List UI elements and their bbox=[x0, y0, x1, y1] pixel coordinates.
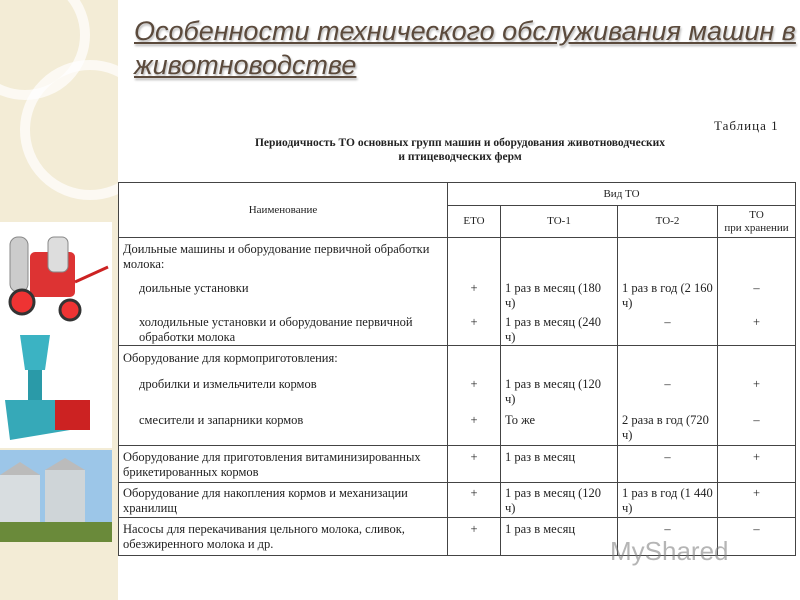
cell-to1: То же bbox=[501, 409, 618, 446]
cell-to2 bbox=[618, 238, 718, 275]
cell-name: холодильные установки и оборудование первичной обработки молока bbox=[119, 311, 448, 346]
caption-line: Периодичность ТО основных групп машин и оборудования животноводческих bbox=[254, 137, 665, 149]
cell-name: Насосы для перекачивания цельного молока, сливок, обезжиренного молока и др. bbox=[119, 518, 448, 556]
cell-to2: – bbox=[618, 518, 718, 556]
cell-to1: 1 раз в месяц bbox=[501, 446, 618, 483]
table-row bbox=[119, 446, 796, 483]
cell-eto: + bbox=[448, 373, 501, 409]
cell-storage bbox=[718, 346, 796, 373]
header-storage bbox=[718, 206, 796, 238]
watermark: MyShared bbox=[610, 536, 729, 566]
maintenance-table bbox=[118, 182, 796, 556]
cell-to2: – bbox=[618, 373, 718, 409]
caption-line: и птицеводческих ферм bbox=[398, 151, 522, 163]
cell-name: Оборудование для приготовления витаминизированных брикетированных кормов bbox=[119, 446, 448, 483]
slide-title: Особенности технического обслуживания машин в животноводстве bbox=[134, 16, 796, 80]
cell-storage: + bbox=[718, 373, 796, 409]
table-caption bbox=[200, 136, 720, 164]
cell-name: дробилки и измельчители кормов bbox=[119, 373, 448, 409]
cell-name: Доильные машины и оборудование первичной обработки молока: bbox=[119, 238, 448, 275]
header-eto: ЕТО bbox=[448, 206, 501, 238]
table-row bbox=[119, 483, 796, 518]
silos-image bbox=[0, 450, 112, 542]
cell-to1: 1 раз в месяц bbox=[501, 518, 618, 556]
cell-to1 bbox=[501, 238, 618, 275]
cell-storage: – bbox=[718, 409, 796, 446]
table-row bbox=[119, 373, 796, 409]
cell-eto: + bbox=[448, 311, 501, 346]
table-row bbox=[119, 311, 796, 346]
cell-eto bbox=[448, 238, 501, 275]
header-to1: ТО-1 bbox=[501, 206, 618, 238]
table-number: Таблица 1 bbox=[714, 118, 779, 133]
cell-storage: + bbox=[718, 311, 796, 346]
cell-to1: 1 раз в месяц (120 ч) bbox=[501, 483, 618, 518]
header-storage-line: ТО bbox=[749, 208, 764, 221]
cell-to2: 1 раз в год (1 440 ч) bbox=[618, 483, 718, 518]
header-group: Вид ТО bbox=[448, 183, 796, 206]
cell-to1: 1 раз в месяц (180 ч) bbox=[501, 275, 618, 311]
cell-name: Оборудование для кормоприготовления: bbox=[119, 346, 448, 373]
cell-to1: 1 раз в месяц (120 ч) bbox=[501, 373, 618, 409]
cell-storage: + bbox=[718, 446, 796, 483]
cell-to2: 2 раза в год (720 ч) bbox=[618, 409, 718, 446]
cell-name: доильные установки bbox=[119, 275, 448, 311]
cell-eto: + bbox=[448, 446, 501, 483]
cell-eto bbox=[448, 346, 501, 373]
cell-eto: + bbox=[448, 275, 501, 311]
cell-storage: – bbox=[718, 518, 796, 556]
cell-to2: – bbox=[618, 311, 718, 346]
cell-eto: + bbox=[448, 518, 501, 556]
table-row bbox=[119, 346, 796, 373]
cell-name: Оборудование для накопления кормов и механизации хранилищ bbox=[119, 483, 448, 518]
cell-eto: + bbox=[448, 483, 501, 518]
header-to2: ТО-2 bbox=[618, 206, 718, 238]
header-storage-line: при хранении bbox=[724, 221, 789, 234]
cell-to1 bbox=[501, 346, 618, 373]
cell-to1: 1 раз в месяц (240 ч) bbox=[501, 311, 618, 346]
table-row bbox=[119, 409, 796, 446]
feed-crusher-image bbox=[0, 330, 112, 448]
cell-eto: + bbox=[448, 409, 501, 446]
table-row bbox=[119, 275, 796, 311]
cell-storage: + bbox=[718, 483, 796, 518]
table-row bbox=[119, 238, 796, 275]
cell-to2 bbox=[618, 346, 718, 373]
cell-storage: – bbox=[718, 275, 796, 311]
cell-storage bbox=[718, 238, 796, 275]
milking-machine-image bbox=[0, 222, 112, 330]
cell-to2: 1 раз в год (2 160 ч) bbox=[618, 275, 718, 311]
cell-to2: – bbox=[618, 446, 718, 483]
header-name: Наименование bbox=[119, 183, 448, 238]
cell-name: смесители и запарники кормов bbox=[119, 409, 448, 446]
